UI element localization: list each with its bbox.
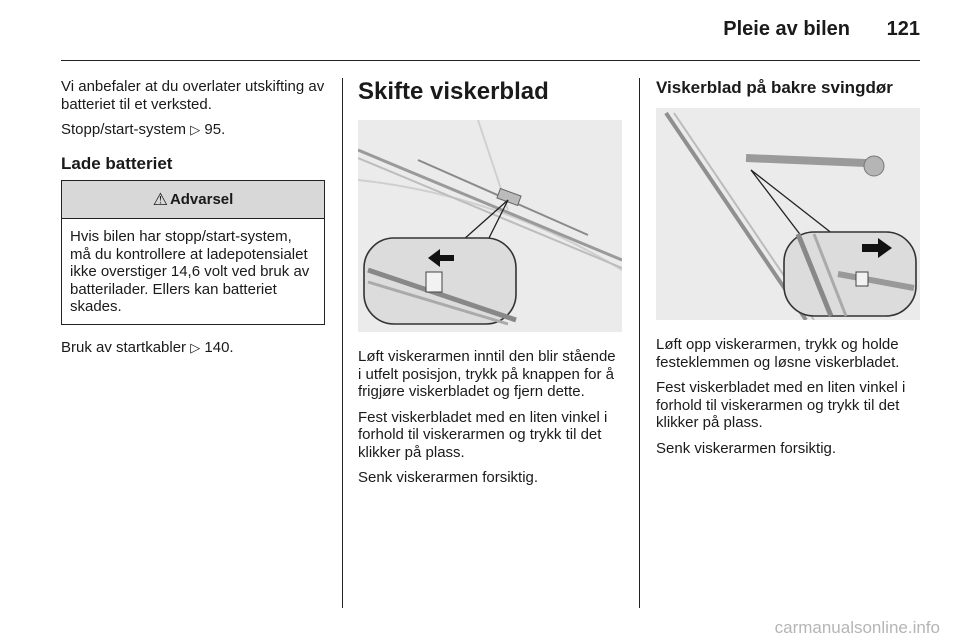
- column-divider: [639, 78, 640, 608]
- reference-page: 95.: [204, 121, 226, 138]
- instruction-paragraph: Løft viskerarmen inntil den blir stående i utfelt posisjon, trykk på knappen for å frigjøre viskerbladet og fjern dette.: [358, 348, 616, 400]
- reference-text: Stopp/start-system: [61, 121, 187, 138]
- instruction-paragraph: Senk viskerarmen forsiktig.: [656, 439, 837, 457]
- section-heading: Viskerblad på bakre svingdør: [656, 78, 893, 97]
- column-divider: [342, 78, 343, 608]
- instruction-paragraph: Senk viskerarmen forsiktig.: [358, 469, 539, 486]
- warning-title: Advarsel: [169, 190, 234, 208]
- reference-arrow-icon: ▷: [190, 339, 201, 355]
- jump-start-reference: [61, 339, 325, 357]
- column-left: [61, 78, 325, 364]
- column-right: [656, 78, 922, 465]
- instruction-paragraph: Løft opp viskerarmen, trykk og holde festeklemmen og løsne viskerbladet.: [656, 336, 900, 371]
- reference-arrow-icon: ▷: [190, 122, 201, 137]
- warning-text: Hvis bilen har stopp/start-system, må du kontrollere at ladepotensialet ikke overstiger 14,6 volt ved bruk av batterilader. Ellers kan batteriet skades.: [70, 228, 310, 315]
- page-header-title: Pleie av bilen: [723, 18, 850, 40]
- warning-triangle-icon: ⚠: [152, 189, 168, 209]
- intro-paragraph: Vi anbefaler at du overlater utskifting av batteriet til et verksted.: [61, 78, 325, 113]
- reference-text: Bruk av startkabler: [61, 338, 187, 356]
- reference-page: 140.: [204, 338, 234, 356]
- instruction-paragraph: Fest viskerbladet med en liten vinkel i forhold til viskerarmen og trykk til det klikker på plass.: [358, 408, 608, 461]
- stop-start-reference: [61, 121, 325, 139]
- section-heading: Lade batteriet: [61, 153, 173, 173]
- front-wiper-illustration: [358, 120, 622, 332]
- page-number: 121: [886, 18, 920, 40]
- warning-header: [62, 181, 324, 219]
- instruction-paragraph: Fest viskerbladet med en liten vinkel i forhold til viskerarmen og trykk til det klikker på plass.: [656, 379, 906, 431]
- column-middle: [358, 78, 623, 495]
- warning-box: [61, 180, 325, 325]
- rear-wiper-illustration: [656, 108, 920, 320]
- main-heading: Skifte viskerblad: [358, 78, 549, 105]
- watermark: carmanualsonline.info: [774, 618, 940, 637]
- header-divider: [61, 60, 920, 61]
